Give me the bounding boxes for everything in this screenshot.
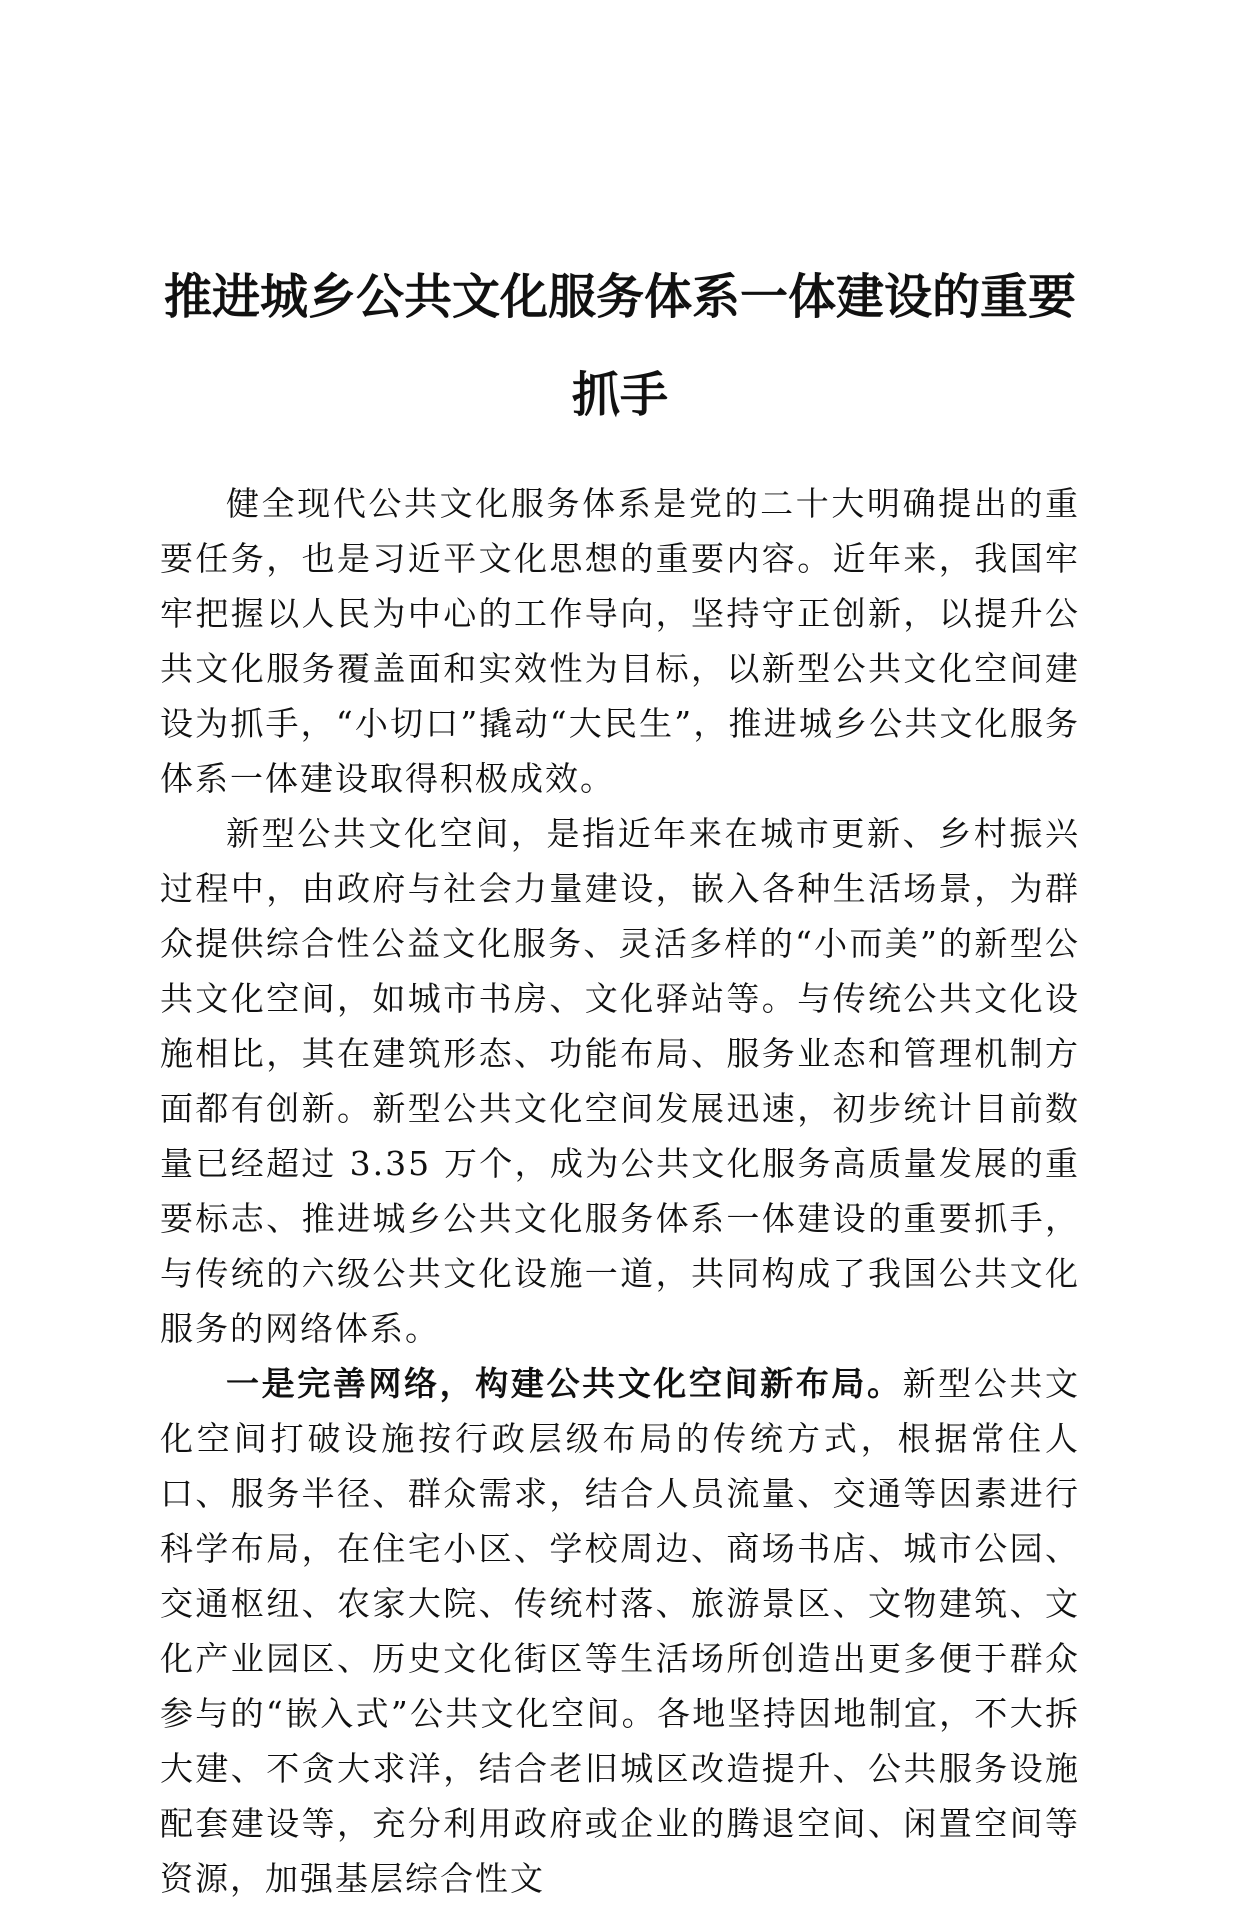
paragraph-definition-text: 新型公共文化空间，是指近年来在城市更新、乡村振兴过程中，由政府与社会力量建设，嵌入各种生活场景，为群众提供综合性公益文化服务、灵活多样的“小而美”的新型公共文化空间，如城市书房、文化驿站等。与传统公共文化设施相比，其在建筑形态、功能布局、服务业态和管理机制方面都有创新。新型公共文化空间发展迅速，初步统计目前数量已经超过 3.35 万个，成为公共文化服务高质量发展的重要标志、推进城乡公共文化服务体系一体建设的重要抓手，与传统的六级公共文化设施一道，共同构成了我国公共文化服务的网络体系。 <box>160 814 1080 1348</box>
paragraph-point-one <box>160 1356 1080 1906</box>
document-body <box>160 476 1080 1906</box>
document-title: 推进城乡公共文化服务体系一体建设的重要抓手 <box>163 269 1076 423</box>
paragraph-point-one-text: 新型公共文化空间打破设施按行政层级布局的传统方式，根据常住人口、服务半径、群众需求，结合人员流量、交通等因素进行科学布局，在住宅小区、学校周边、商场书店、城市公园、交通枢纽、农家大院、传统村落、旅游景区、文物建筑、文化产业园区、历史文化街区等生活场所创造出更多便于群众参与的“嵌入式”公共文化空间。各地坚持因地制宜，不大拆大建、不贪大求洋，结合老旧城区改造提升、公共服务设施配套建设等，充分利用政府或企业的腾退空间、闲置空间等资源，加强基层综合性文 <box>160 1364 1081 1898</box>
paragraph-intro-text: 健全现代公共文化服务体系是党的二十大明确提出的重要任务，也是习近平文化思想的重要内容。近年来，我国牢牢把握以人民为中心的工作导向，坚持守正创新，以提升公共文化服务覆盖面和实效性为目标，以新型公共文化空间建设为抓手，“小切口”撬动“大民生”，推进城乡公共文化服务体系一体建设取得积极成效。 <box>160 484 1080 798</box>
paragraph-definition <box>160 806 1080 1356</box>
paragraph-point-one-heading: 一是完善网络，构建公共文化空间新布局。 <box>226 1364 903 1403</box>
paragraph-intro <box>160 476 1080 806</box>
